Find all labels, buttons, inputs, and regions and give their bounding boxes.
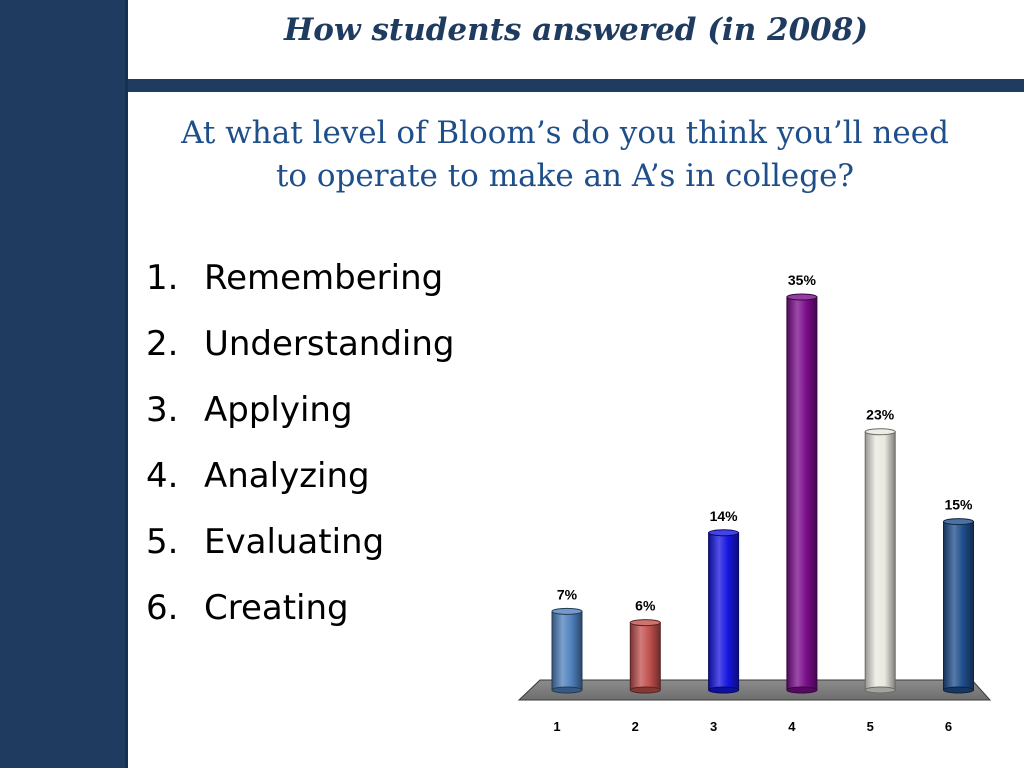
bar-body <box>552 611 582 690</box>
bar-1 <box>552 608 582 693</box>
bar-base <box>944 687 974 693</box>
data-label: 35% <box>787 272 816 288</box>
option-label: Creating <box>204 588 349 628</box>
question-line-2: to operate to make an A’s in college? <box>275 158 855 194</box>
data-label: 14% <box>709 507 738 524</box>
chart-data-labels <box>557 272 973 614</box>
bar-4 <box>787 294 817 693</box>
x-tick-label: 2 <box>631 719 639 734</box>
option-number: 5. <box>146 522 179 562</box>
bar-top <box>709 530 739 536</box>
bar-body <box>709 533 739 690</box>
x-tick-label: 3 <box>709 719 718 734</box>
bar-3 <box>709 530 739 693</box>
bar-top <box>787 294 817 300</box>
option-number: 3. <box>146 390 179 430</box>
bar-2 <box>630 620 660 693</box>
chart-x-ticks <box>553 719 952 734</box>
bar-base <box>630 687 660 693</box>
option-number: 1. <box>146 258 179 298</box>
bar-top <box>552 608 582 614</box>
option-label: Evaluating <box>204 522 385 562</box>
x-tick-label: 6 <box>944 719 953 734</box>
bar-base <box>709 687 739 693</box>
option-label: Understanding <box>204 324 455 364</box>
data-label: 6% <box>635 597 656 614</box>
x-tick-label: 1 <box>553 719 561 734</box>
data-label: 15% <box>944 496 973 513</box>
bar-5 <box>865 429 895 693</box>
x-tick-label: 4 <box>788 719 796 734</box>
bar-body <box>865 432 895 690</box>
question-line-1: At what level of Bloom’s do you think you’ll need <box>181 115 949 151</box>
bar-body <box>630 623 660 690</box>
data-label: 23% <box>866 406 895 423</box>
header-title: How students answered (in 2008) <box>284 12 868 48</box>
bar-base <box>787 687 817 693</box>
chart-floor <box>519 680 990 700</box>
option-number: 2. <box>146 324 179 364</box>
data-label: 7% <box>556 586 578 603</box>
bar-top <box>865 429 895 435</box>
option-label: Analyzing <box>204 456 370 496</box>
option-number: 6. <box>146 588 179 628</box>
bar-top <box>630 620 660 626</box>
bar-body <box>944 522 974 690</box>
option-label: Applying <box>204 390 353 430</box>
option-label: Remembering <box>204 258 444 298</box>
bar-base <box>865 687 895 693</box>
x-tick-label: 5 <box>866 719 874 734</box>
bar-base <box>552 687 582 693</box>
chart-bars <box>552 294 974 693</box>
option-number: 4. <box>146 456 179 496</box>
bar-top <box>944 519 974 525</box>
bar-6 <box>944 519 974 693</box>
bar-body <box>787 297 817 690</box>
